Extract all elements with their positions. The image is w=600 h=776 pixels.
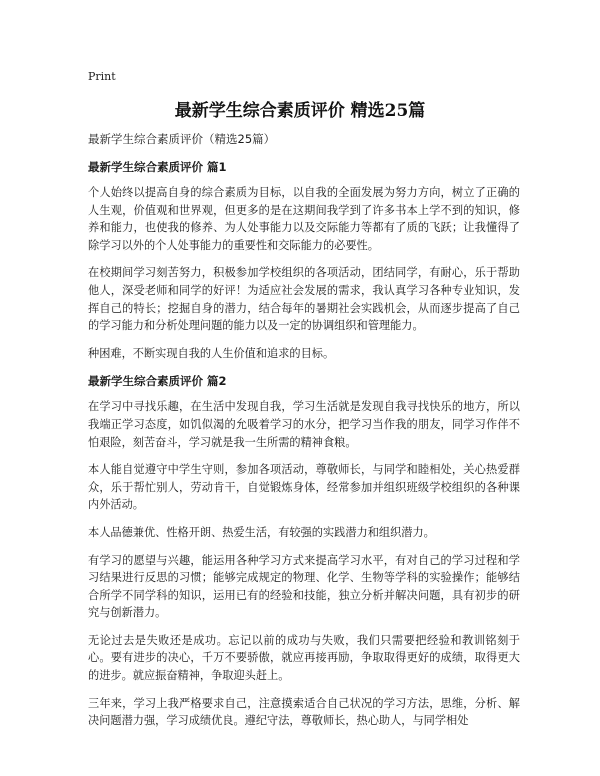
paragraph: 种困难，不断实现自我的人生价值和追求的目标。 xyxy=(88,346,335,360)
section-heading: 最新学生综合素质评价 篇2 xyxy=(88,374,227,389)
paragraph: 无论过去是失败还是成功。忘记以前的成功与失败，我们只需要把经验和教训铭刻于心。要有进步的决心，千万不要骄傲，就应再接再励，争取取得更好的成绩，取得更大的进步。就应振奋精神，争取迎头赶上。 xyxy=(88,633,520,683)
print-label[interactable]: Print xyxy=(88,70,116,83)
paragraph: 本人品德兼优、性格开朗、热爱生活，有较强的实践潜力和组织潜力。 xyxy=(88,525,435,539)
paragraph: 在校期间学习刻苦努力，积极参加学校组织的各项活动，团结同学，有耐心，乐于帮助他人，深受老师和同学的好评！为适应社会发展的需求，我认真学习各种专业知识，发挥自己的特长；挖掘自身的潜力，结合每年的暑期社会实践机会，从而逐步提高了自己的学习能力和分析处理问题的能力以及一定的协调组织和管理能力。 xyxy=(88,266,520,333)
paragraph: 在学习中寻找乐趣，在生活中发现自我，学习生活就是发现自我寻找快乐的地方，所以我端正学习态度，如饥似渴的允吸着学习的水分，把学习当作我的朋友，同学习作伴不怕艰险，刻苦奋斗，学习就是我一生所需的精神食粮。 xyxy=(88,400,520,449)
section-1 xyxy=(88,158,520,362)
page-title: 最新学生综合素质评价 精选25篇 xyxy=(174,101,426,121)
paragraph: 有学习的愿望与兴趣，能运用各种学习方式来提高学习水平，有对自己的学习过程和学习结果进行反思的习惯；能够完成规定的物理、化学、生物等学科的实验操作；能够结合所学不同学科的知识，运用已有的经验和技能，独立分析并解决问题，具有初步的研究与创新潜力。 xyxy=(88,553,520,620)
document-subtitle: 最新学生综合素质评价（精选25篇） xyxy=(88,132,276,146)
paragraph: 个人始终以提高自身的综合素质为目标，以自我的全面发展为努力方向，树立了正确的人生观，价值观和世界观，但更多的是在这期间我学到了许多书本上学不到的知识，修养和能力，也使我的修养、为人处事能力以及交际能力等都有了质的飞跃；让我懂得了除学习以外的个人处事能力的重要性和交际能力的必要性。 xyxy=(88,186,520,252)
paragraph: 本人能自觉遵守中学生守则，参加各项活动，尊敬师长，与同学和睦相处，关心热爱群众，乐于帮忙别人，劳动肯干，自觉锻炼身体，经常参加并组织班级学校组织的各种课内外活动。 xyxy=(88,463,520,512)
section-heading: 最新学生综合素质评价 篇1 xyxy=(88,160,227,174)
document-body xyxy=(88,130,520,740)
section-2 xyxy=(88,372,520,730)
paragraph: 三年来，学习上我严格要求自己，注意摸索适合自己状况的学习方法，思维，分析、解决问题潜力强，学习成绩优良。遵纪守法，尊敬师长，热心助人，与同学相处 xyxy=(88,696,520,728)
